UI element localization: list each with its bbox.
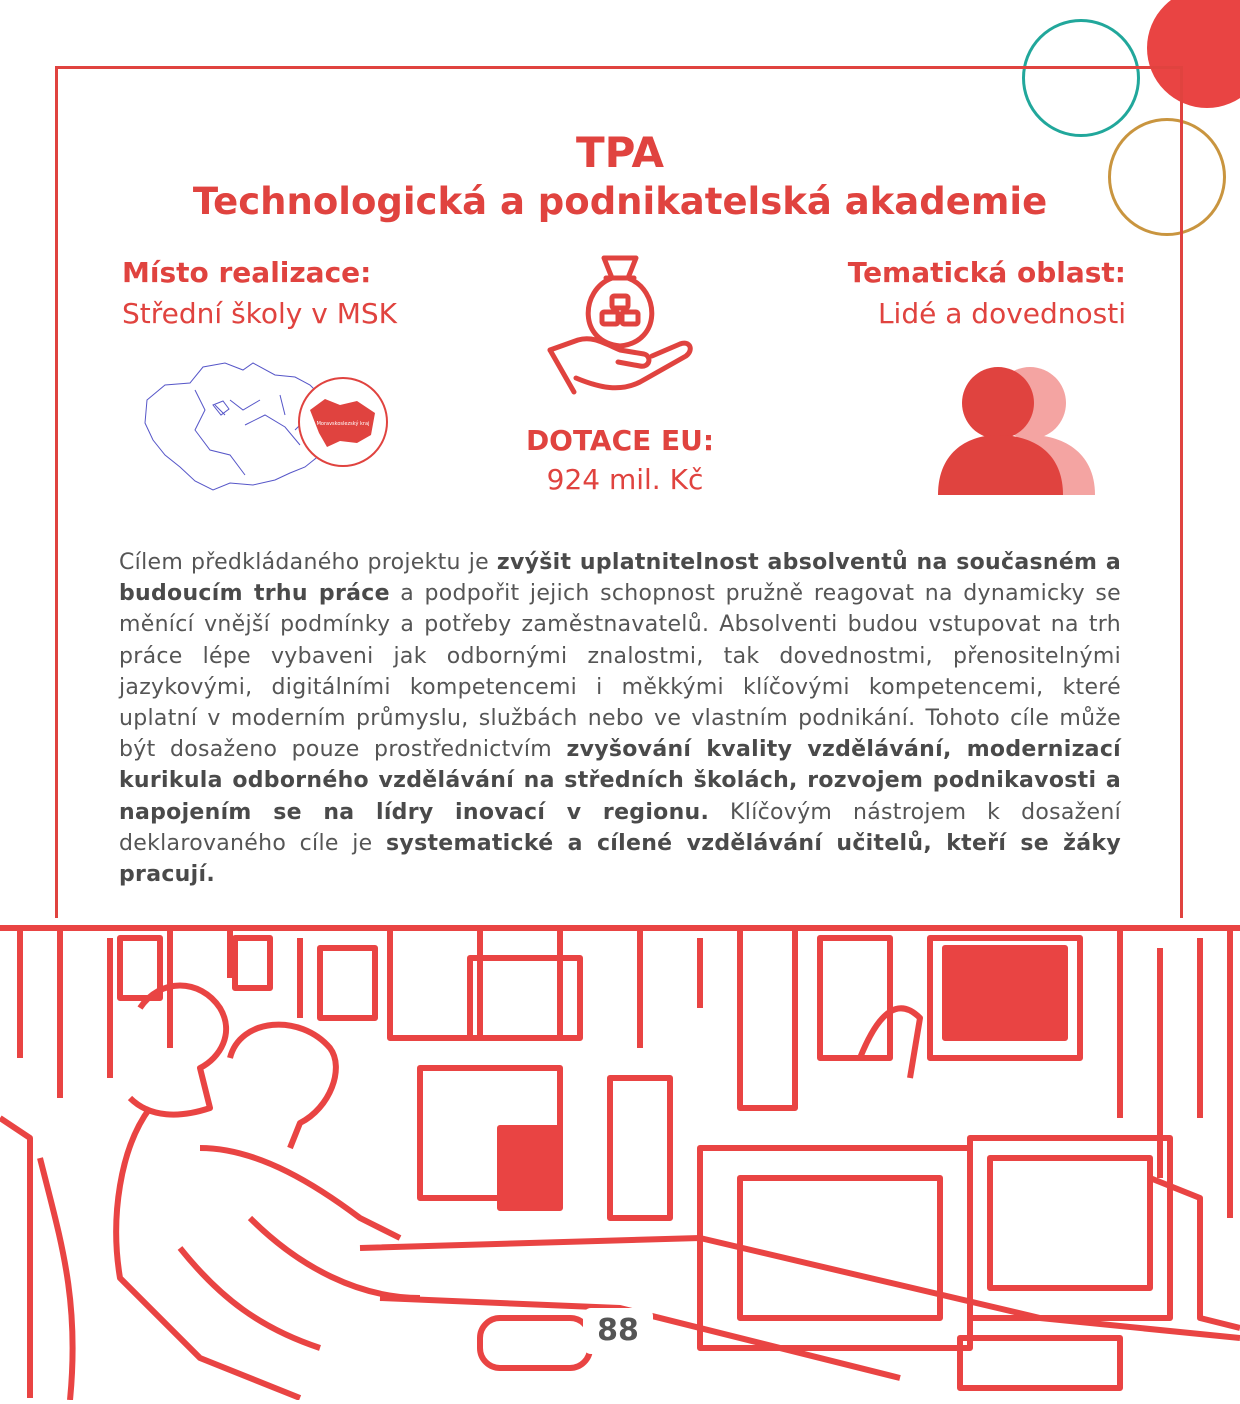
- page-number: 88: [597, 1313, 639, 1348]
- funding-value: 924 mil. Kč: [546, 463, 704, 496]
- map-badge-label: Moravskoslezský kraj: [316, 421, 370, 427]
- people-icon: [935, 365, 1100, 495]
- office-illustration: [0, 918, 1240, 1400]
- desc-text-3: Klíčovým nástrojem k dosažení deklarovaného cíle je: [119, 799, 1121, 856]
- theme-value: Lidé a dovednosti: [877, 297, 1126, 330]
- location-value: Střední školy v MSK: [122, 297, 398, 330]
- project-description: [119, 547, 1121, 890]
- desc-text-1: Cílem předkládaného projektu je: [119, 550, 497, 575]
- desc-bold-2: zvyšování kvality vzdělávání, modernizací kurikula odborného vzdělávání na středních školách, rozvojem podnikavosti a napojením se na lídry inovací v regionu.: [119, 737, 1121, 825]
- funding-label: DOTACE EU:: [525, 424, 715, 457]
- desc-text-2: a podpořit jejich schopnost pružně reagovat na dynamicky se měnící vnější podmínky a potřeby zaměstnavatelů. Absolventi budou vstupovat na trh práce lépe vybaveni jak odbornými znalostmi, tak dovednostmi, přenositelnými jazykovými, digitálními kompetencemi i měkkými klíčovými kompetencemi, které uplatní v moderním průmyslu, službách nebo ve vlastním podnikání. Tohoto cíle může být dosaženo pouze prostřednictvím: [119, 581, 1121, 763]
- page-title: TPA: [575, 128, 665, 177]
- theme-label: Tematická oblast:: [847, 256, 1126, 289]
- page-number-box: [583, 1308, 653, 1354]
- location-label: Místo realizace:: [122, 256, 372, 289]
- desc-bold-1: zvýšit uplatnitelnost absolventů na současném a budoucím trhu práce: [119, 550, 1121, 607]
- desc-bold-3: systematické a cílené vzdělávání učitelů, kteří se žáky pracují.: [119, 830, 1121, 888]
- czech-map-icon: [135, 355, 395, 495]
- page-subtitle: Technologická a podnikatelská akademie: [192, 180, 1048, 223]
- money-bag-hand-icon: [540, 250, 700, 410]
